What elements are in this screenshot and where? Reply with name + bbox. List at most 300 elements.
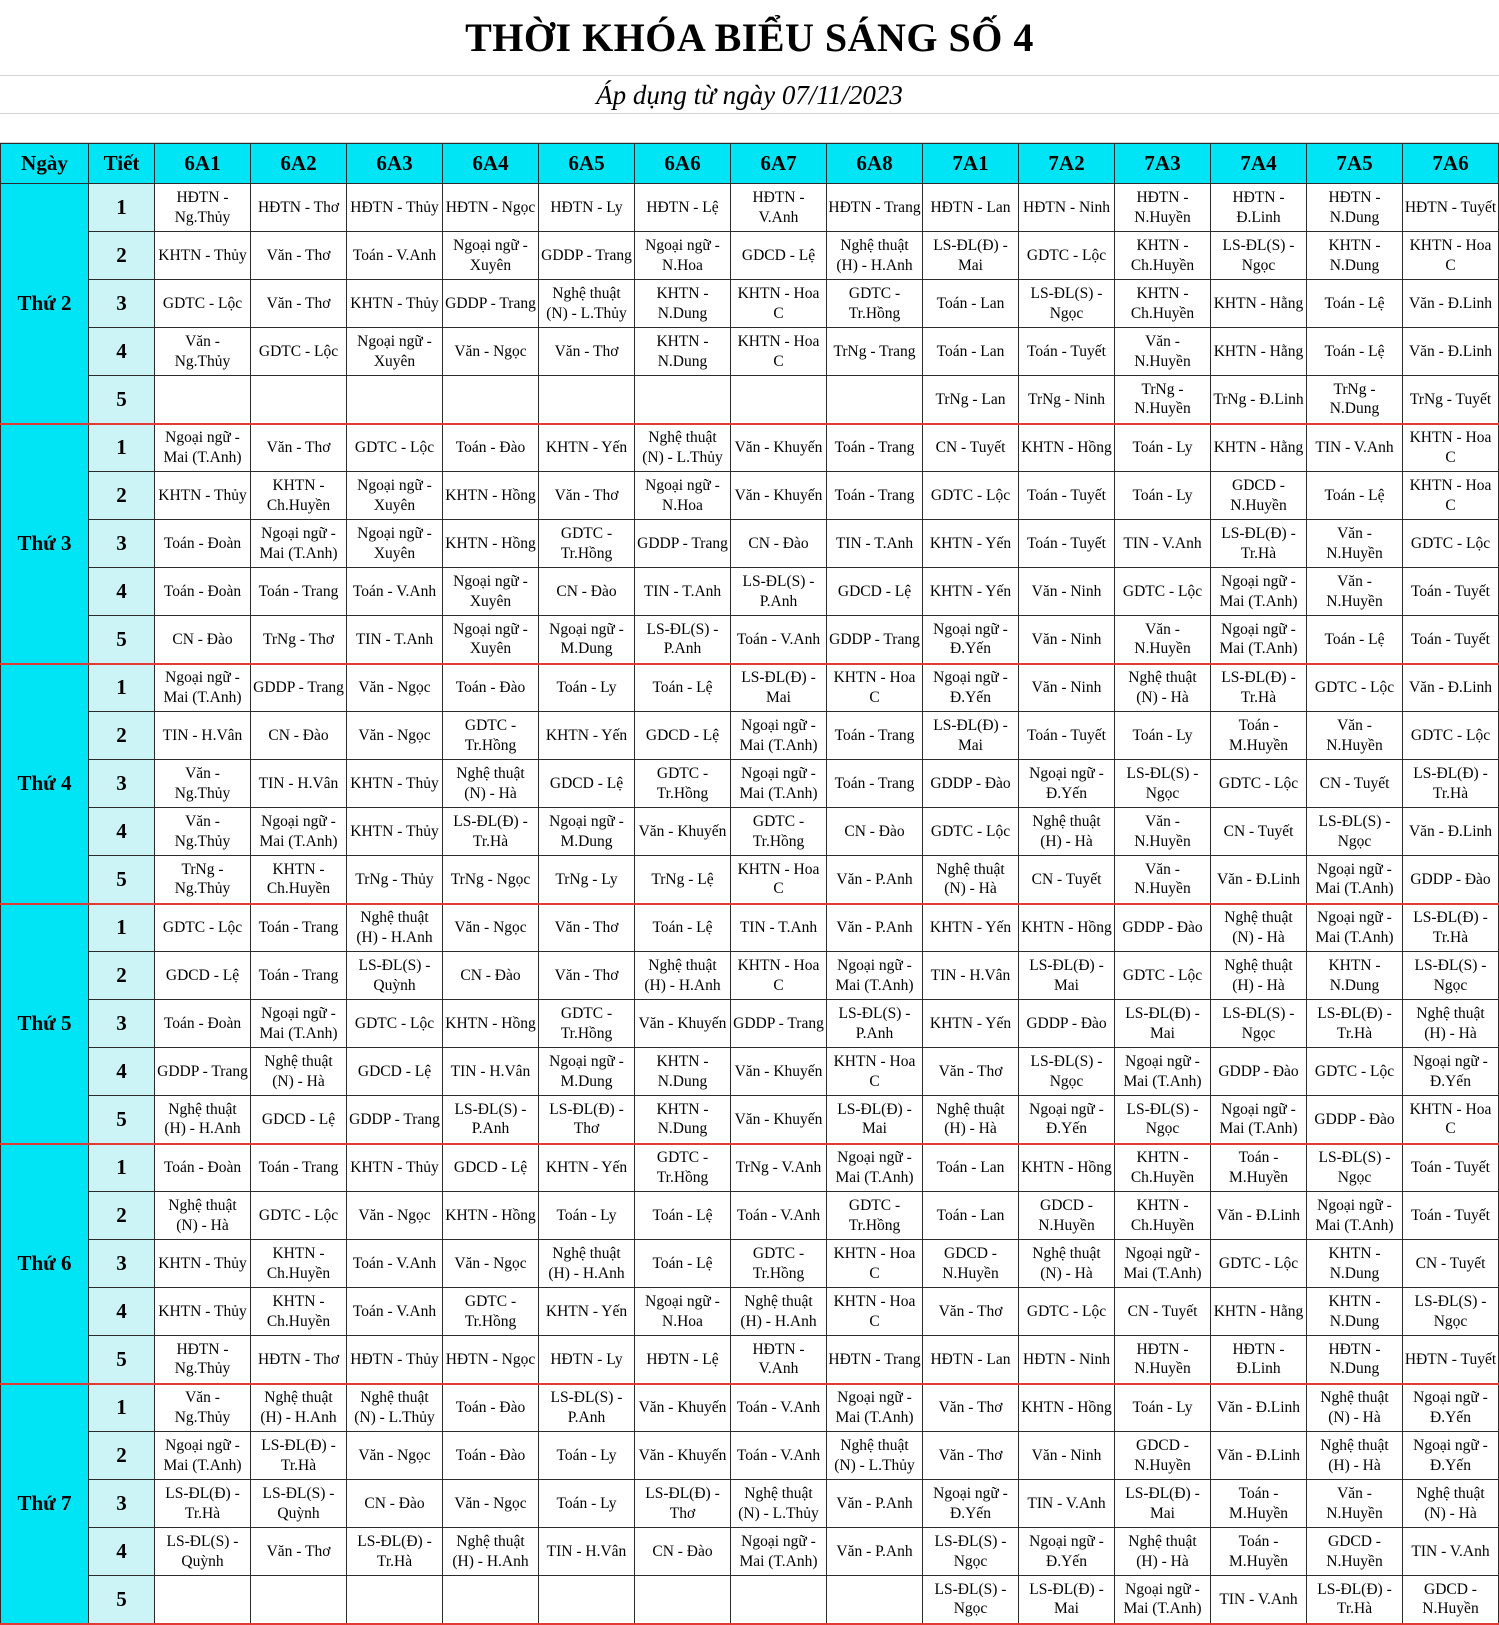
schedule-cell[interactable]: Ngoại ngữ - Mai (T.Anh) (1115, 1240, 1211, 1288)
schedule-cell[interactable]: TrNg - Ninh (1019, 376, 1115, 424)
schedule-cell[interactable]: GDDP - Trang (827, 616, 923, 664)
schedule-cell[interactable]: Ngoại ngữ - Đ.Yến (1403, 1384, 1499, 1432)
schedule-cell[interactable]: Toán - V.Anh (731, 1192, 827, 1240)
schedule-cell[interactable]: Nghệ thuật (N) - Hà (1019, 1240, 1115, 1288)
schedule-cell[interactable]: CN - Đào (251, 712, 347, 760)
schedule-cell[interactable]: TIN - H.Vân (923, 952, 1019, 1000)
schedule-cell[interactable]: KHTN - Hồng (443, 1000, 539, 1048)
schedule-cell[interactable]: GDDP - Trang (443, 280, 539, 328)
schedule-cell[interactable]: KHTN - Yến (923, 520, 1019, 568)
schedule-cell[interactable]: LS-ĐL(Đ) - Mai (1019, 952, 1115, 1000)
schedule-cell[interactable]: GDTC - Lộc (1115, 952, 1211, 1000)
schedule-cell[interactable]: LS-ĐL(S) - P.Anh (443, 1096, 539, 1144)
schedule-cell[interactable] (731, 376, 827, 424)
schedule-cell[interactable]: KHTN - Thủy (155, 232, 251, 280)
schedule-cell[interactable]: HĐTN - Lệ (635, 1336, 731, 1384)
schedule-cell[interactable]: TrNg - Thơ (251, 616, 347, 664)
schedule-cell[interactable]: GDTC - Lộc (155, 280, 251, 328)
schedule-cell[interactable]: Toán - M.Huyền (1211, 1144, 1307, 1192)
schedule-cell[interactable]: GDTC - Lộc (347, 1000, 443, 1048)
schedule-cell[interactable]: Ngoại ngữ - Mai (T.Anh) (251, 1000, 347, 1048)
schedule-cell[interactable]: TIN - H.Vân (155, 712, 251, 760)
schedule-cell[interactable]: Văn - Ngọc (443, 1480, 539, 1528)
schedule-cell[interactable]: Nghệ thuật (N) - L.Thủy (827, 1432, 923, 1480)
schedule-cell[interactable]: KHTN - Thủy (347, 808, 443, 856)
schedule-cell[interactable]: CN - Đào (635, 1528, 731, 1576)
schedule-cell[interactable]: Toán - Ly (1115, 424, 1211, 472)
schedule-cell[interactable]: LS-ĐL(S) - Ngọc (1211, 232, 1307, 280)
schedule-cell[interactable]: KHTN - N.Dung (635, 1096, 731, 1144)
schedule-cell[interactable]: Toán - Lan (923, 280, 1019, 328)
schedule-cell[interactable]: GDCD - Lệ (827, 568, 923, 616)
schedule-cell[interactable]: Toán - V.Anh (347, 232, 443, 280)
schedule-cell[interactable]: LS-ĐL(S) - Ngọc (1115, 1096, 1211, 1144)
schedule-cell[interactable]: CN - Đào (347, 1480, 443, 1528)
schedule-cell[interactable]: TrNg - Lan (923, 376, 1019, 424)
schedule-cell[interactable]: HĐTN - Ng.Thủy (155, 1336, 251, 1384)
schedule-cell[interactable]: Ngoại ngữ - Xuyên (443, 616, 539, 664)
schedule-cell[interactable]: KHTN - Hồng (1019, 1384, 1115, 1432)
schedule-cell[interactable]: KHTN - Thủy (347, 280, 443, 328)
schedule-cell[interactable] (827, 1576, 923, 1624)
schedule-cell[interactable]: KHTN - Ch.Huyền (251, 1288, 347, 1336)
schedule-cell[interactable]: Nghệ thuật (H) - Hà (923, 1096, 1019, 1144)
schedule-cell[interactable]: HĐTN - N.Huyền (1115, 184, 1211, 232)
schedule-cell[interactable]: Ngoại ngữ - Đ.Yến (1403, 1432, 1499, 1480)
schedule-cell[interactable]: Toán - Lệ (635, 1192, 731, 1240)
schedule-cell[interactable]: LS-ĐL(Đ) - Tr.Hà (1403, 760, 1499, 808)
schedule-cell[interactable]: Văn - N.Huyền (1115, 808, 1211, 856)
schedule-cell[interactable]: CN - Tuyết (1115, 1288, 1211, 1336)
schedule-cell[interactable]: LS-ĐL(S) - Ngọc (1403, 952, 1499, 1000)
schedule-cell[interactable]: GDTC - Lộc (1019, 1288, 1115, 1336)
schedule-cell[interactable]: KHTN - Hoa C (1403, 232, 1499, 280)
schedule-cell[interactable]: Văn - P.Anh (827, 1528, 923, 1576)
schedule-cell[interactable]: LS-ĐL(S) - P.Anh (827, 1000, 923, 1048)
schedule-cell[interactable]: KHTN - Hằng (1211, 328, 1307, 376)
schedule-cell[interactable]: HĐTN - V.Anh (731, 1336, 827, 1384)
schedule-cell[interactable]: LS-ĐL(S) - Ngọc (1211, 1000, 1307, 1048)
schedule-cell[interactable]: Văn - Thơ (539, 472, 635, 520)
schedule-cell[interactable]: KHTN - Hoa C (827, 664, 923, 712)
schedule-cell[interactable]: Văn - Ng.Thủy (155, 760, 251, 808)
schedule-cell[interactable]: Văn - P.Anh (827, 856, 923, 904)
schedule-cell[interactable]: Toán - Trang (827, 472, 923, 520)
schedule-cell[interactable]: GDTC - Lộc (155, 904, 251, 952)
schedule-cell[interactable]: LS-ĐL(Đ) - Tr.Hà (1307, 1576, 1403, 1624)
schedule-cell[interactable]: Văn - Ngọc (347, 1192, 443, 1240)
schedule-cell[interactable]: CN - Tuyết (1403, 1240, 1499, 1288)
schedule-cell[interactable]: CN - Tuyết (1211, 808, 1307, 856)
schedule-cell[interactable]: GDCD - N.Huyền (1115, 1432, 1211, 1480)
schedule-cell[interactable]: Toán - Đoàn (155, 1144, 251, 1192)
schedule-cell[interactable]: Ngoại ngữ - Mai (T.Anh) (1307, 856, 1403, 904)
schedule-cell[interactable]: Toán - Lệ (1307, 280, 1403, 328)
schedule-cell[interactable]: Toán - Đoàn (155, 568, 251, 616)
schedule-cell[interactable]: KHTN - Ch.Huyền (251, 472, 347, 520)
schedule-cell[interactable]: Văn - Ninh (1019, 664, 1115, 712)
schedule-cell[interactable]: Văn - Thơ (923, 1384, 1019, 1432)
schedule-cell[interactable]: Văn - Ninh (1019, 1432, 1115, 1480)
schedule-cell[interactable]: Toán - Ly (539, 1480, 635, 1528)
schedule-cell[interactable]: HĐTN - Thơ (251, 184, 347, 232)
schedule-cell[interactable]: Toán - Tuyết (1403, 1144, 1499, 1192)
schedule-cell[interactable]: LS-ĐL(Đ) - Mai (1019, 1576, 1115, 1624)
schedule-cell[interactable]: LS-ĐL(Đ) - Tr.Hà (155, 1480, 251, 1528)
schedule-cell[interactable]: Ngoại ngữ - Mai (T.Anh) (155, 664, 251, 712)
schedule-cell[interactable]: GDTC - Tr.Hồng (443, 712, 539, 760)
schedule-cell[interactable]: TrNg - Tuyết (1403, 376, 1499, 424)
schedule-cell[interactable]: LS-ĐL(Đ) - Mai (1115, 1000, 1211, 1048)
schedule-cell[interactable]: Toán - Lan (923, 328, 1019, 376)
schedule-cell[interactable]: LS-ĐL(Đ) - Tr.Hà (1211, 520, 1307, 568)
schedule-cell[interactable] (443, 376, 539, 424)
schedule-cell[interactable]: Văn - Đ.Linh (1211, 1384, 1307, 1432)
schedule-cell[interactable]: GDDP - Đào (1307, 1096, 1403, 1144)
schedule-cell[interactable]: Nghệ thuật (H) - H.Anh (827, 232, 923, 280)
schedule-cell[interactable]: HĐTN - Trang (827, 1336, 923, 1384)
schedule-cell[interactable]: KHTN - Thủy (347, 1144, 443, 1192)
schedule-cell[interactable]: Văn - Ngọc (347, 712, 443, 760)
schedule-cell[interactable]: KHTN - Ch.Huyền (1115, 1192, 1211, 1240)
schedule-cell[interactable]: Toán - Lệ (1307, 328, 1403, 376)
schedule-cell[interactable]: KHTN - Thủy (155, 1240, 251, 1288)
schedule-cell[interactable] (539, 376, 635, 424)
schedule-cell[interactable]: Ngoại ngữ - Xuyên (347, 472, 443, 520)
schedule-cell[interactable]: KHTN - Hồng (443, 472, 539, 520)
schedule-cell[interactable]: GDTC - Lộc (1019, 232, 1115, 280)
schedule-cell[interactable]: Toán - Trang (827, 712, 923, 760)
schedule-cell[interactable]: GDTC - Lộc (1403, 520, 1499, 568)
schedule-cell[interactable]: TIN - V.Anh (1307, 424, 1403, 472)
schedule-cell[interactable]: Ngoại ngữ - Mai (T.Anh) (1307, 1192, 1403, 1240)
schedule-cell[interactable]: Văn - Khuyến (635, 1384, 731, 1432)
schedule-cell[interactable]: LS-ĐL(S) - Quỳnh (155, 1528, 251, 1576)
schedule-cell[interactable]: CN - Đào (539, 568, 635, 616)
schedule-cell[interactable]: LS-ĐL(Đ) - Tr.Hà (443, 808, 539, 856)
schedule-cell[interactable]: LS-ĐL(S) - Quỳnh (251, 1480, 347, 1528)
schedule-cell[interactable]: Nghệ thuật (N) - Hà (1403, 1480, 1499, 1528)
schedule-cell[interactable]: Ngoại ngữ - Đ.Yến (923, 664, 1019, 712)
schedule-cell[interactable]: Nghệ thuật (N) - L.Thủy (731, 1480, 827, 1528)
schedule-cell[interactable]: Văn - Khuyến (635, 1000, 731, 1048)
schedule-cell[interactable]: TIN - H.Vân (443, 1048, 539, 1096)
schedule-cell[interactable]: Văn - Thơ (923, 1288, 1019, 1336)
schedule-cell[interactable]: LS-ĐL(S) - P.Anh (635, 616, 731, 664)
schedule-cell[interactable]: LS-ĐL(S) - Ngọc (1019, 280, 1115, 328)
schedule-cell[interactable]: Ngoại ngữ - Mai (T.Anh) (155, 424, 251, 472)
schedule-cell[interactable]: HĐTN - Lan (923, 1336, 1019, 1384)
schedule-cell[interactable]: TIN - T.Anh (347, 616, 443, 664)
schedule-cell[interactable]: Toán - Tuyết (1403, 616, 1499, 664)
schedule-cell[interactable]: HĐTN - Tuyết (1403, 1336, 1499, 1384)
schedule-cell[interactable]: Toán - M.Huyền (1211, 1528, 1307, 1576)
schedule-cell[interactable]: Toán - Lan (923, 1144, 1019, 1192)
schedule-cell[interactable]: Ngoại ngữ - M.Dung (539, 616, 635, 664)
schedule-cell[interactable]: LS-ĐL(Đ) - Tr.Hà (1211, 664, 1307, 712)
schedule-cell[interactable]: Toán - Trang (251, 952, 347, 1000)
schedule-cell[interactable]: Toán - Tuyết (1019, 712, 1115, 760)
schedule-cell[interactable]: GDDP - Trang (155, 1048, 251, 1096)
schedule-cell[interactable]: TrNg - N.Huyền (1115, 376, 1211, 424)
schedule-cell[interactable]: TIN - H.Vân (251, 760, 347, 808)
schedule-cell[interactable]: TIN - V.Anh (1403, 1528, 1499, 1576)
schedule-cell[interactable]: TIN - T.Anh (635, 568, 731, 616)
schedule-cell[interactable]: Ngoại ngữ - Mai (T.Anh) (731, 1528, 827, 1576)
schedule-cell[interactable]: Nghệ thuật (N) - L.Thủy (539, 280, 635, 328)
schedule-cell[interactable]: KHTN - N.Dung (1307, 232, 1403, 280)
schedule-cell[interactable]: Văn - Thơ (539, 328, 635, 376)
schedule-cell[interactable]: Nghệ thuật (H) - H.Anh (731, 1288, 827, 1336)
schedule-cell[interactable]: Ngoại ngữ - Mai (T.Anh) (1211, 568, 1307, 616)
schedule-cell[interactable]: GDTC - Tr.Hồng (539, 1000, 635, 1048)
schedule-cell[interactable]: LS-ĐL(S) - P.Anh (731, 568, 827, 616)
schedule-cell[interactable]: KHTN - Ch.Huyền (251, 1240, 347, 1288)
schedule-cell[interactable]: Ngoại ngữ - Mai (T.Anh) (1211, 1096, 1307, 1144)
schedule-cell[interactable]: LS-ĐL(S) - Ngọc (1115, 760, 1211, 808)
schedule-cell[interactable]: Ngoại ngữ - Mai (T.Anh) (827, 1144, 923, 1192)
schedule-cell[interactable] (347, 376, 443, 424)
schedule-cell[interactable]: Văn - Thơ (251, 424, 347, 472)
schedule-cell[interactable]: Toán - V.Anh (731, 616, 827, 664)
schedule-cell[interactable]: HĐTN - Thơ (251, 1336, 347, 1384)
schedule-cell[interactable]: Ngoại ngữ - Xuyên (347, 328, 443, 376)
schedule-cell[interactable]: HĐTN - Lệ (635, 184, 731, 232)
schedule-cell[interactable]: GDDP - Trang (347, 1096, 443, 1144)
schedule-cell[interactable]: GDTC - Tr.Hồng (731, 808, 827, 856)
schedule-cell[interactable]: KHTN - N.Dung (1307, 952, 1403, 1000)
schedule-cell[interactable]: Ngoại ngữ - N.Hoa (635, 472, 731, 520)
schedule-cell[interactable]: Văn - Thơ (251, 232, 347, 280)
schedule-cell[interactable]: KHTN - Hoa C (1403, 472, 1499, 520)
schedule-cell[interactable]: Nghệ thuật (H) - Hà (1115, 1528, 1211, 1576)
schedule-cell[interactable]: Toán - M.Huyền (1211, 1480, 1307, 1528)
schedule-cell[interactable]: Nghệ thuật (H) - Hà (1403, 1000, 1499, 1048)
schedule-cell[interactable]: HĐTN - Tuyết (1403, 184, 1499, 232)
schedule-cell[interactable]: Ngoại ngữ - Xuyên (347, 520, 443, 568)
schedule-cell[interactable]: Văn - Đ.Linh (1403, 808, 1499, 856)
schedule-cell[interactable]: KHTN - Ch.Huyền (251, 856, 347, 904)
schedule-cell[interactable]: Văn - Thơ (539, 904, 635, 952)
schedule-cell[interactable]: HĐTN - N.Huyền (1115, 1336, 1211, 1384)
schedule-cell[interactable]: Toán - Lệ (635, 664, 731, 712)
schedule-cell[interactable]: Nghệ thuật (H) - Hà (1307, 1432, 1403, 1480)
schedule-cell[interactable]: HĐTN - Trang (827, 184, 923, 232)
schedule-cell[interactable]: HĐTN - N.Dung (1307, 1336, 1403, 1384)
schedule-cell[interactable]: LS-ĐL(Đ) - Mai (923, 232, 1019, 280)
schedule-cell[interactable]: Ngoại ngữ - M.Dung (539, 1048, 635, 1096)
schedule-cell[interactable]: KHTN - N.Dung (1307, 1288, 1403, 1336)
schedule-cell[interactable]: Văn - Đ.Linh (1403, 280, 1499, 328)
schedule-cell[interactable]: KHTN - Hoa C (827, 1048, 923, 1096)
schedule-cell[interactable]: Nghệ thuật (H) - H.Anh (539, 1240, 635, 1288)
schedule-cell[interactable]: Ngoại ngữ - Mai (T.Anh) (155, 1432, 251, 1480)
schedule-cell[interactable]: TrNg - Ng.Thủy (155, 856, 251, 904)
schedule-cell[interactable]: KHTN - Yến (923, 568, 1019, 616)
schedule-cell[interactable]: TrNg - Trang (827, 328, 923, 376)
schedule-cell[interactable]: TrNg - Lệ (635, 856, 731, 904)
schedule-cell[interactable]: HĐTN - Lan (923, 184, 1019, 232)
schedule-cell[interactable]: KHTN - Hoa C (731, 280, 827, 328)
schedule-cell[interactable]: Nghệ thuật (N) - Hà (155, 1192, 251, 1240)
schedule-cell[interactable]: HĐTN - Đ.Linh (1211, 184, 1307, 232)
schedule-cell[interactable]: Ngoại ngữ - Mai (T.Anh) (1211, 616, 1307, 664)
schedule-cell[interactable]: Ngoại ngữ - Đ.Yến (1019, 1096, 1115, 1144)
schedule-cell[interactable]: Văn - Khuyến (635, 808, 731, 856)
schedule-cell[interactable]: GDTC - Lộc (251, 328, 347, 376)
schedule-cell[interactable]: LS-ĐL(S) - Quỳnh (347, 952, 443, 1000)
schedule-cell[interactable] (155, 1576, 251, 1624)
schedule-cell[interactable]: Văn - Khuyến (731, 472, 827, 520)
schedule-cell[interactable]: LS-ĐL(Đ) - Tr.Hà (251, 1432, 347, 1480)
schedule-cell[interactable]: LS-ĐL(Đ) - Mai (731, 664, 827, 712)
schedule-cell[interactable] (539, 1576, 635, 1624)
schedule-cell[interactable]: Văn - Ng.Thủy (155, 328, 251, 376)
schedule-cell[interactable]: GDTC - Tr.Hồng (635, 1144, 731, 1192)
schedule-cell[interactable]: Toán - Đào (443, 424, 539, 472)
schedule-cell[interactable]: LS-ĐL(Đ) - Mai (827, 1096, 923, 1144)
schedule-cell[interactable]: Văn - Đ.Linh (1403, 664, 1499, 712)
schedule-cell[interactable]: KHTN - Yến (539, 712, 635, 760)
schedule-cell[interactable]: Ngoại ngữ - Đ.Yến (1019, 1528, 1115, 1576)
schedule-cell[interactable]: GDCD - N.Huyền (923, 1240, 1019, 1288)
schedule-cell[interactable]: LS-ĐL(Đ) - Mai (1115, 1480, 1211, 1528)
schedule-cell[interactable]: Văn - Khuyến (635, 1432, 731, 1480)
schedule-cell[interactable]: Toán - Lệ (1307, 616, 1403, 664)
schedule-cell[interactable]: Nghệ thuật (H) - H.Anh (635, 952, 731, 1000)
schedule-cell[interactable]: GDTC - Lộc (1115, 568, 1211, 616)
schedule-cell[interactable] (635, 1576, 731, 1624)
schedule-cell[interactable]: HĐTN - Ngọc (443, 184, 539, 232)
schedule-cell[interactable]: HĐTN - Thủy (347, 184, 443, 232)
schedule-cell[interactable]: Văn - Thơ (923, 1432, 1019, 1480)
schedule-cell[interactable]: Toán - Ly (1115, 472, 1211, 520)
schedule-cell[interactable]: CN - Tuyết (1019, 856, 1115, 904)
schedule-cell[interactable]: KHTN - Hồng (443, 1192, 539, 1240)
schedule-cell[interactable]: CN - Đào (443, 952, 539, 1000)
schedule-cell[interactable]: GDDP - Trang (635, 520, 731, 568)
schedule-cell[interactable]: TrNg - V.Anh (731, 1144, 827, 1192)
schedule-cell[interactable]: KHTN - Hoa C (731, 328, 827, 376)
schedule-cell[interactable]: Toán - Đoàn (155, 520, 251, 568)
schedule-cell[interactable]: Toán - M.Huyền (1211, 712, 1307, 760)
schedule-cell[interactable]: GDTC - Tr.Hồng (827, 1192, 923, 1240)
schedule-cell[interactable]: TrNg - Đ.Linh (1211, 376, 1307, 424)
schedule-cell[interactable]: GDDP - Đào (1211, 1048, 1307, 1096)
schedule-cell[interactable]: Toán - Ly (1115, 1384, 1211, 1432)
schedule-cell[interactable]: Nghệ thuật (N) - Hà (443, 760, 539, 808)
schedule-cell[interactable]: Toán - Đào (443, 1432, 539, 1480)
schedule-cell[interactable] (443, 1576, 539, 1624)
schedule-cell[interactable]: Toán - Tuyết (1403, 568, 1499, 616)
schedule-cell[interactable]: CN - Đào (155, 616, 251, 664)
schedule-cell[interactable]: Văn - N.Huyền (1307, 712, 1403, 760)
schedule-cell[interactable]: Văn - P.Anh (827, 904, 923, 952)
schedule-cell[interactable]: Ngoại ngữ - N.Hoa (635, 1288, 731, 1336)
schedule-cell[interactable]: Toán - Lệ (635, 1240, 731, 1288)
schedule-cell[interactable]: Ngoại ngữ - Mai (T.Anh) (1115, 1576, 1211, 1624)
schedule-cell[interactable]: GDTC - Lộc (1307, 1048, 1403, 1096)
schedule-cell[interactable]: LS-ĐL(Đ) - Thơ (635, 1480, 731, 1528)
schedule-cell[interactable]: LS-ĐL(S) - Ngọc (923, 1528, 1019, 1576)
schedule-cell[interactable]: Toán - V.Anh (731, 1384, 827, 1432)
schedule-cell[interactable]: KHTN - Thủy (155, 1288, 251, 1336)
schedule-cell[interactable]: GDCD - N.Huyền (1307, 1528, 1403, 1576)
schedule-cell[interactable]: KHTN - Ch.Huyền (1115, 280, 1211, 328)
schedule-cell[interactable]: Nghệ thuật (H) - H.Anh (251, 1384, 347, 1432)
schedule-cell[interactable]: Ngoại ngữ - Mai (T.Anh) (1307, 904, 1403, 952)
schedule-cell[interactable] (827, 376, 923, 424)
schedule-cell[interactable]: Văn - N.Huyền (1307, 568, 1403, 616)
schedule-cell[interactable]: Văn - P.Anh (827, 1480, 923, 1528)
schedule-cell[interactable]: Văn - Thơ (251, 280, 347, 328)
schedule-cell[interactable]: GDTC - Lộc (1307, 664, 1403, 712)
schedule-cell[interactable]: HĐTN - Ninh (1019, 184, 1115, 232)
schedule-cell[interactable]: Nghệ thuật (H) - H.Anh (443, 1528, 539, 1576)
schedule-cell[interactable]: GDCD - Lệ (443, 1144, 539, 1192)
schedule-cell[interactable]: LS-ĐL(Đ) - Tr.Hà (347, 1528, 443, 1576)
schedule-cell[interactable]: Nghệ thuật (H) - Hà (1019, 808, 1115, 856)
schedule-cell[interactable]: Toán - Trang (827, 424, 923, 472)
schedule-cell[interactable]: Nghệ thuật (H) - H.Anh (347, 904, 443, 952)
schedule-cell[interactable]: Văn - Đ.Linh (1211, 1432, 1307, 1480)
schedule-cell[interactable]: Toán - Tuyết (1403, 1192, 1499, 1240)
schedule-cell[interactable]: Ngoại ngữ - Xuyên (443, 568, 539, 616)
schedule-cell[interactable]: Toán - Lệ (1307, 472, 1403, 520)
schedule-cell[interactable]: HĐTN - Đ.Linh (1211, 1336, 1307, 1384)
schedule-cell[interactable]: Văn - Ngọc (347, 1432, 443, 1480)
schedule-cell[interactable]: Nghệ thuật (N) - L.Thủy (635, 424, 731, 472)
schedule-cell[interactable]: GDDP - Đào (1115, 904, 1211, 952)
schedule-cell[interactable]: KHTN - N.Dung (635, 280, 731, 328)
schedule-cell[interactable]: Ngoại ngữ - Mai (T.Anh) (731, 760, 827, 808)
schedule-cell[interactable]: GDCD - Lệ (347, 1048, 443, 1096)
schedule-cell[interactable]: Toán - Ly (539, 1192, 635, 1240)
schedule-cell[interactable]: KHTN - Thủy (155, 472, 251, 520)
schedule-cell[interactable]: KHTN - Hồng (1019, 904, 1115, 952)
schedule-cell[interactable]: GDDP - Đào (1403, 856, 1499, 904)
schedule-cell[interactable]: GDCD - Lệ (251, 1096, 347, 1144)
schedule-cell[interactable]: KHTN - Hồng (443, 520, 539, 568)
schedule-cell[interactable]: KHTN - Ch.Huyền (1115, 1144, 1211, 1192)
schedule-cell[interactable]: LS-ĐL(S) - Ngọc (1307, 808, 1403, 856)
schedule-cell[interactable]: GDTC - Lộc (923, 808, 1019, 856)
schedule-cell[interactable]: Văn - Khuyến (731, 1096, 827, 1144)
schedule-cell[interactable]: HĐTN - Thủy (347, 1336, 443, 1384)
schedule-cell[interactable]: LS-ĐL(S) - Ngọc (1307, 1144, 1403, 1192)
schedule-cell[interactable]: GDDP - Đào (1019, 1000, 1115, 1048)
schedule-cell[interactable]: TrNg - Ly (539, 856, 635, 904)
schedule-cell[interactable]: GDTC - Tr.Hồng (443, 1288, 539, 1336)
schedule-cell[interactable]: Văn - Ngọc (443, 904, 539, 952)
schedule-cell[interactable]: CN - Đào (731, 520, 827, 568)
schedule-cell[interactable]: KHTN - N.Dung (1307, 1240, 1403, 1288)
schedule-cell[interactable]: KHTN - Hoa C (1403, 424, 1499, 472)
schedule-cell[interactable]: Toán - Tuyết (1019, 328, 1115, 376)
schedule-cell[interactable]: Toán - Trang (251, 568, 347, 616)
schedule-cell[interactable]: KHTN - Thủy (347, 760, 443, 808)
schedule-cell[interactable]: GDTC - Tr.Hồng (731, 1240, 827, 1288)
schedule-cell[interactable]: LS-ĐL(S) - P.Anh (539, 1384, 635, 1432)
schedule-cell[interactable]: Văn - Ngọc (443, 1240, 539, 1288)
schedule-cell[interactable]: Văn - Ng.Thủy (155, 808, 251, 856)
schedule-cell[interactable]: GDCD - Lệ (539, 760, 635, 808)
schedule-cell[interactable]: Toán - Đào (443, 1384, 539, 1432)
schedule-cell[interactable]: HĐTN - Ly (539, 184, 635, 232)
schedule-cell[interactable]: KHTN - Hồng (1019, 424, 1115, 472)
schedule-cell[interactable]: Ngoại ngữ - Đ.Yến (1403, 1048, 1499, 1096)
schedule-cell[interactable]: GDTC - Lộc (1211, 760, 1307, 808)
